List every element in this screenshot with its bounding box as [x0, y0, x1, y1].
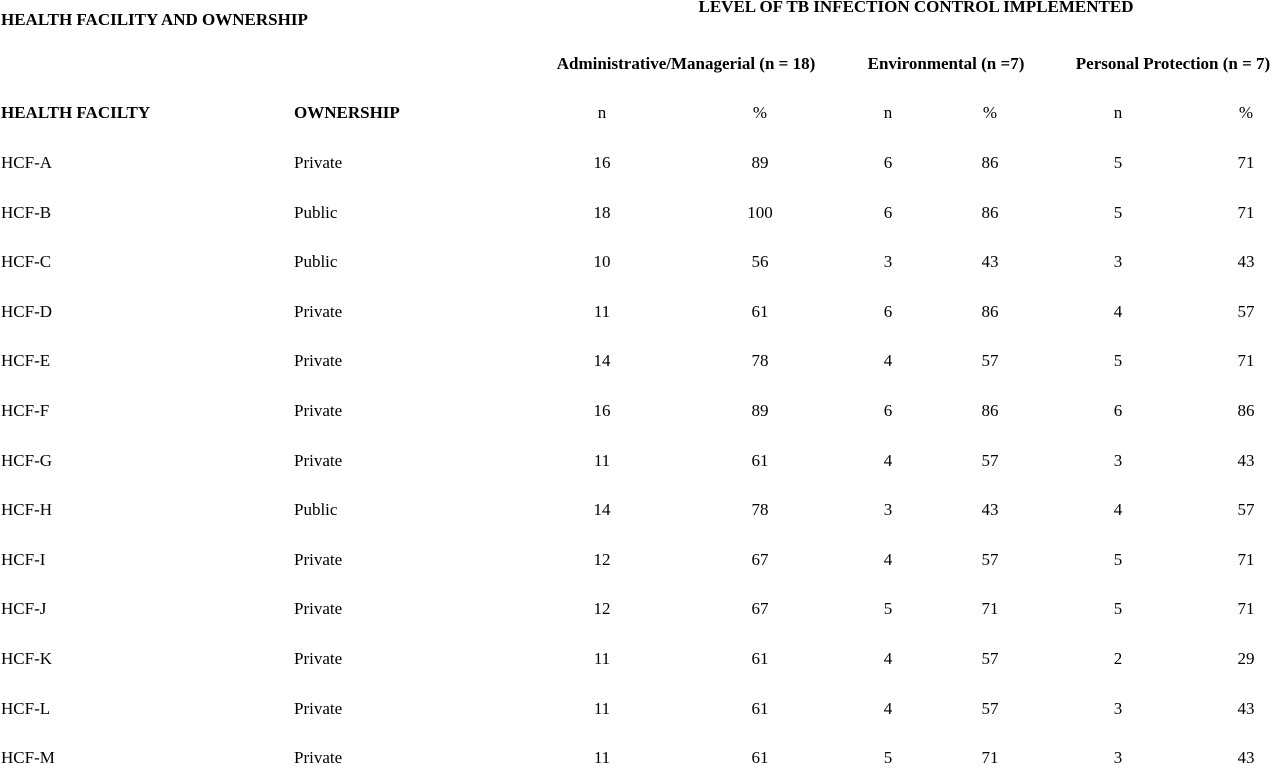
pp-pct-header: %	[1238, 103, 1254, 122]
cell-facility: HCF-M	[1, 748, 55, 767]
cell-env-pct: 71	[981, 599, 999, 618]
cell-admin-n: 16	[593, 401, 611, 420]
cell-pp-n: 5	[1113, 351, 1123, 370]
cell-facility: HCF-C	[1, 252, 52, 271]
cell-facility: HCF-J	[1, 599, 47, 618]
cell-ownership: Public	[294, 252, 338, 271]
cell-pp-pct: 29	[1237, 649, 1255, 668]
cell-pp-pct: 71	[1237, 203, 1255, 222]
cell-env-pct: 71	[981, 748, 999, 767]
level-header: LEVEL OF TB INFECTION CONTROL IMPLEMENTED	[698, 0, 1134, 16]
cell-admin-pct: 61	[751, 302, 769, 321]
category-admin-header: Administrative/Managerial (n = 18)	[556, 54, 816, 73]
cell-pp-n: 6	[1113, 401, 1123, 420]
cell-env-n: 4	[883, 699, 893, 718]
cell-ownership: Public	[294, 500, 338, 519]
cell-admin-n: 12	[593, 599, 611, 618]
cell-admin-pct: 100	[747, 203, 773, 222]
cell-pp-pct: 43	[1237, 699, 1255, 718]
cell-env-pct: 57	[981, 699, 999, 718]
cell-admin-pct: 61	[751, 699, 769, 718]
cell-env-n: 3	[883, 252, 893, 271]
cell-admin-n: 12	[593, 550, 611, 569]
cell-pp-pct: 71	[1237, 351, 1255, 370]
env-n-header: n	[883, 103, 893, 122]
cell-admin-pct: 61	[751, 451, 769, 470]
cell-env-n: 4	[883, 550, 893, 569]
cell-pp-n: 3	[1113, 748, 1123, 767]
cell-ownership: Private	[294, 599, 343, 618]
cell-ownership: Private	[294, 699, 343, 718]
cell-env-n: 6	[883, 203, 893, 222]
cell-pp-pct: 43	[1237, 748, 1255, 767]
cell-ownership: Public	[294, 203, 338, 222]
cell-pp-n: 3	[1113, 451, 1123, 470]
cell-pp-pct: 43	[1237, 252, 1255, 271]
cell-pp-n: 5	[1113, 203, 1123, 222]
cell-env-pct: 57	[981, 451, 999, 470]
cell-facility: HCF-K	[1, 649, 53, 668]
pp-n-header: n	[1113, 103, 1123, 122]
cell-ownership: Private	[294, 351, 343, 370]
cell-facility: HCF-F	[1, 401, 50, 420]
cell-admin-pct: 61	[751, 748, 769, 767]
cell-pp-pct: 57	[1237, 500, 1255, 519]
cell-ownership: Private	[294, 748, 343, 767]
cell-facility: HCF-A	[1, 153, 53, 172]
cell-env-n: 3	[883, 500, 893, 519]
cell-admin-n: 11	[593, 748, 611, 767]
cell-ownership: Private	[294, 302, 343, 321]
col-facility-header: HEALTH FACILTY	[1, 103, 151, 122]
cell-env-n: 4	[883, 649, 893, 668]
cell-pp-pct: 86	[1237, 401, 1255, 420]
cell-pp-n: 3	[1113, 252, 1123, 271]
cell-env-pct: 43	[981, 252, 999, 271]
cell-env-pct: 43	[981, 500, 999, 519]
cell-admin-n: 11	[593, 451, 611, 470]
cell-facility: HCF-L	[1, 699, 51, 718]
cell-admin-n: 11	[593, 302, 611, 321]
cell-env-n: 5	[883, 599, 893, 618]
cell-ownership: Private	[294, 649, 343, 668]
cell-ownership: Private	[294, 451, 343, 470]
cell-admin-pct: 61	[751, 649, 769, 668]
category-personal-header: Personal Protection (n = 7)	[1075, 54, 1271, 73]
cell-pp-n: 2	[1113, 649, 1123, 668]
admin-pct-header: %	[752, 103, 768, 122]
admin-n-header: n	[597, 103, 607, 122]
cell-facility: HCF-D	[1, 302, 53, 321]
cell-ownership: Private	[294, 401, 343, 420]
cell-env-pct: 86	[981, 401, 999, 420]
cell-facility: HCF-H	[1, 500, 53, 519]
cell-pp-pct: 71	[1237, 153, 1255, 172]
cell-env-n: 4	[883, 351, 893, 370]
cell-admin-pct: 78	[751, 500, 769, 519]
cell-env-n: 6	[883, 153, 893, 172]
cell-admin-n: 10	[593, 252, 611, 271]
cell-pp-n: 5	[1113, 550, 1123, 569]
cell-admin-n: 14	[593, 500, 611, 519]
cell-admin-pct: 89	[751, 153, 769, 172]
cell-facility: HCF-I	[1, 550, 46, 569]
cell-env-pct: 86	[981, 302, 999, 321]
cell-pp-pct: 57	[1237, 302, 1255, 321]
cell-env-pct: 86	[981, 153, 999, 172]
cell-pp-n: 4	[1113, 500, 1123, 519]
cell-admin-n: 16	[593, 153, 611, 172]
cell-env-pct: 57	[981, 351, 999, 370]
cell-env-pct: 57	[981, 649, 999, 668]
cell-pp-pct: 71	[1237, 550, 1255, 569]
cell-pp-n: 5	[1113, 153, 1123, 172]
cell-pp-n: 4	[1113, 302, 1123, 321]
cell-facility: HCF-E	[1, 351, 51, 370]
cell-pp-pct: 71	[1237, 599, 1255, 618]
cell-env-pct: 86	[981, 203, 999, 222]
cell-admin-pct: 89	[751, 401, 769, 420]
cell-pp-n: 3	[1113, 699, 1123, 718]
cell-pp-pct: 43	[1237, 451, 1255, 470]
cell-admin-n: 11	[593, 699, 611, 718]
cell-ownership: Private	[294, 550, 343, 569]
cell-env-pct: 57	[981, 550, 999, 569]
env-pct-header: %	[982, 103, 998, 122]
cell-env-n: 6	[883, 401, 893, 420]
cell-ownership: Private	[294, 153, 343, 172]
cell-admin-pct: 56	[751, 252, 769, 271]
col-ownership-header: OWNERSHIP	[294, 103, 400, 122]
cell-admin-n: 18	[593, 203, 611, 222]
cell-env-n: 6	[883, 302, 893, 321]
cell-admin-n: 11	[593, 649, 611, 668]
cell-env-n: 4	[883, 451, 893, 470]
category-environmental-header: Environmental (n =7)	[867, 54, 1025, 73]
cell-admin-n: 14	[593, 351, 611, 370]
cell-facility: HCF-G	[1, 451, 53, 470]
cell-admin-pct: 67	[751, 599, 769, 618]
group-header: HEALTH FACILITY AND OWNERSHIP	[1, 10, 308, 29]
cell-admin-pct: 78	[751, 351, 769, 370]
cell-pp-n: 5	[1113, 599, 1123, 618]
cell-env-n: 5	[883, 748, 893, 767]
cell-admin-pct: 67	[751, 550, 769, 569]
cell-facility: HCF-B	[1, 203, 52, 222]
